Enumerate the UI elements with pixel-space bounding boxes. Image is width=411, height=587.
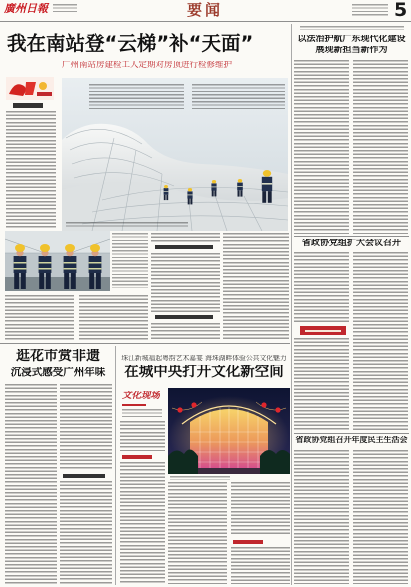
- body-text-block: [151, 323, 220, 341]
- lead-headline: 我在南站登“云梯”补“天面”: [7, 33, 254, 55]
- section-subheading: [122, 455, 152, 459]
- cppcc-meeting-headline: 省政协党组扩大会议召开: [301, 239, 401, 248]
- body-text-block: [151, 253, 220, 312]
- profile-name-heading: [13, 103, 43, 108]
- section-subheading: [155, 245, 213, 249]
- body-text-block: [231, 547, 290, 584]
- section-subheading: [63, 474, 105, 478]
- photo-pullquote: [192, 84, 285, 111]
- cppcc-review-headline: 省政协党组召开年度民主生活会: [295, 436, 408, 444]
- night-venue-photo: [168, 388, 290, 474]
- body-text-block: [353, 60, 408, 234]
- section-title: 要闻: [187, 2, 224, 19]
- worker-group-photo: [5, 231, 110, 291]
- body-text-block: [120, 462, 165, 584]
- section-subheading: [233, 540, 263, 544]
- column-divider: [291, 24, 292, 585]
- body-text-block: [353, 252, 408, 430]
- masthead-logo: 廣州日報: [4, 3, 48, 15]
- column-divider: [115, 346, 116, 585]
- body-text-block: [294, 252, 349, 323]
- photo-caption: [66, 222, 188, 228]
- body-text-block: [79, 295, 148, 341]
- npc-story-kicker: [300, 26, 404, 30]
- npc-headline-line1: 以法治护航广东现代化建设: [297, 35, 406, 44]
- culture-column-stamp: [120, 389, 165, 419]
- body-text-block: [223, 233, 289, 341]
- header-rule: [0, 21, 411, 22]
- body-text-block: [6, 111, 56, 228]
- body-text-block: [294, 60, 349, 234]
- red-column-tag: [300, 326, 346, 335]
- culture-kicker: 珠江新城福起粤韵艺术嘉宴 海珠湖畔体验公共文化魅力: [121, 355, 287, 362]
- photo-caption: [112, 233, 148, 288]
- lead-subhead: 广州南站房建检工人定期对房顶进行检修维护: [62, 61, 233, 70]
- column-logo: [6, 77, 54, 100]
- red-column-tag-lettering: [305, 330, 341, 332]
- editor-credits: [352, 4, 388, 16]
- culture-column-logo-text: 文化现场: [122, 391, 161, 401]
- flower-fair-headline-line1: 逛花市赏非遗: [16, 349, 100, 364]
- story-divider: [294, 236, 409, 237]
- body-text-block: [151, 233, 220, 242]
- culture-byline: [122, 409, 162, 417]
- culture-headline: 在城中央打开文化新空间: [124, 365, 284, 380]
- culture-column-underline: [122, 404, 146, 406]
- photo-pullquote: [89, 84, 184, 111]
- body-text-block: [5, 384, 57, 584]
- body-text-block: [353, 450, 408, 584]
- body-text-block: [294, 338, 349, 430]
- photo-caption: [170, 476, 230, 480]
- page-number: 5: [394, 0, 408, 21]
- body-text-block: [5, 295, 74, 341]
- section-subheading: [155, 315, 213, 319]
- story-divider: [294, 433, 409, 434]
- body-text-block: [231, 482, 290, 536]
- body-text-block: [168, 482, 227, 584]
- npc-headline-line2: 展现新担当新作为: [315, 46, 388, 55]
- body-text-block: [60, 481, 112, 584]
- masthead-date-info: [53, 4, 77, 14]
- body-text-block: [294, 450, 349, 584]
- story-divider: [0, 343, 290, 344]
- flower-fair-headline-line2: 沉浸式感受广州年味: [10, 367, 106, 378]
- body-text-block: [60, 384, 112, 470]
- body-text-block: [120, 421, 165, 451]
